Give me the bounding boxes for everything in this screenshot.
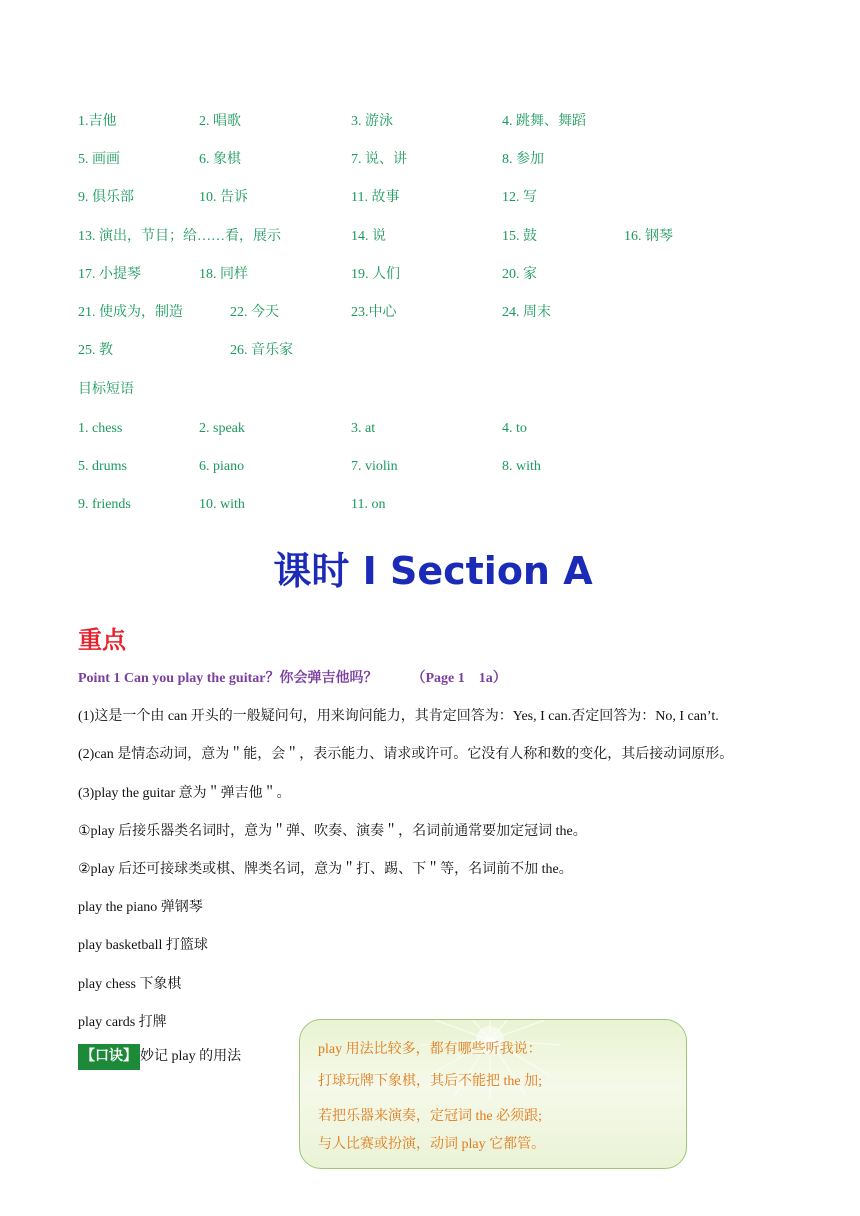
phrase-item: 1. chess	[78, 421, 123, 436]
phrase-item: 3. at	[351, 421, 376, 436]
example-line: play chess 下象棋	[78, 977, 182, 992]
body-paragraph: (3)play the guitar 意为＂弹吉他＂。	[78, 786, 291, 801]
point-title	[78, 668, 507, 690]
sunburst-decoration	[410, 1019, 570, 1120]
example-line: play basketball 打篮球	[78, 938, 208, 953]
phrase-row	[0, 456, 860, 478]
example-line: play the piano 弹钢琴	[78, 900, 203, 915]
rhyme-line: 与人比赛或扮演，动词 play 它都管。	[318, 1137, 546, 1152]
phrase-item: 6. piano	[199, 459, 245, 474]
vocab-row	[0, 226, 860, 248]
vocab-item: 12. 写	[502, 190, 537, 205]
vocab-item: 22. 今天	[230, 305, 279, 320]
vocab-row	[0, 111, 860, 133]
point-title-text: Point 1 Can you play the guitar？你会弹吉他吗？	[78, 671, 378, 686]
key-points-heading: 重点	[78, 626, 126, 654]
mnemonic-tag: 【口诀】	[78, 1044, 140, 1070]
vocab-item: 6. 象棋	[199, 152, 241, 167]
rhyme-box	[299, 1019, 687, 1169]
vocab-row	[0, 187, 860, 209]
vocab-row	[0, 340, 860, 362]
vocab-item: 26. 音乐家	[230, 343, 293, 358]
vocab-item: 2. 唱歌	[199, 114, 241, 129]
vocab-item: 8. 参加	[502, 152, 544, 167]
vocab-item: 16. 钢琴	[624, 229, 673, 244]
vocab-item: 11. 故事	[351, 190, 400, 205]
vocab-item: 13. 演出，节目；给……看，展示	[78, 229, 281, 244]
vocab-item: 20. 家	[502, 267, 537, 282]
body-paragraph: ①play 后接乐器类名词时，意为＂弹、吹奏、演奏＂，名词前通常要加定冠词 the。	[78, 824, 587, 839]
phrase-item: 7. violin	[351, 459, 398, 474]
vocab-item: 1.吉他	[78, 114, 117, 129]
vocab-row	[0, 264, 860, 286]
phrase-item: 8. with	[502, 459, 541, 474]
vocab-item: 21. 使成为，制造	[78, 305, 183, 320]
point-page-ref: （Page 1 1a）	[411, 671, 507, 686]
vocab-item: 7. 说、讲	[351, 152, 407, 167]
phrase-row	[0, 494, 860, 516]
phrase-item: 4. to	[502, 421, 527, 436]
rhyme-line: 若把乐器来演奏，定冠词 the 必须跟;	[318, 1109, 542, 1124]
vocab-item: 14. 说	[351, 229, 386, 244]
section-banner-text: 课时 I Section A	[273, 549, 593, 593]
rhyme-line: play 用法比较多，都有哪些听我说：	[318, 1042, 542, 1057]
phrase-item: 11. on	[351, 497, 386, 512]
rhyme-line: 打球玩牌下象棋，其后不能把 the 加;	[318, 1074, 542, 1089]
vocab-row	[0, 149, 860, 171]
vocab-item: 23.中心	[351, 305, 397, 320]
phrase-item: 2. speak	[199, 421, 245, 436]
body-paragraph: ②play 后还可接球类或棋、牌类名词，意为＂打、踢、下＂等，名词前不加 the。	[78, 862, 573, 877]
phrase-item: 5. drums	[78, 459, 127, 474]
vocab-item: 17. 小提琴	[78, 267, 141, 282]
mnemonic-line	[78, 1044, 241, 1070]
vocab-item: 9. 俱乐部	[78, 190, 134, 205]
body-paragraph: (2)can 是情态动词，意为＂能，会＂，表示能力、请求或许可。它没有人称和数的变化，其后接动词原形。	[78, 747, 734, 762]
vocab-item: 24. 周末	[502, 305, 551, 320]
phrases-heading: 目标短语	[78, 382, 134, 397]
phrase-item: 10. with	[199, 497, 245, 512]
phrase-item: 9. friends	[78, 497, 131, 512]
section-banner	[268, 544, 598, 596]
vocab-item: 4. 跳舞、舞蹈	[502, 114, 586, 129]
vocab-item: 3. 游泳	[351, 114, 393, 129]
body-paragraph: (1)这是一个由 can 开头的一般疑问句，用来询问能力，其肯定回答为：Yes, I can.否定回答为：No, I can’t.	[78, 709, 719, 724]
example-line: play cards 打牌	[78, 1015, 167, 1030]
vocab-item: 25. 教	[78, 343, 113, 358]
vocab-item: 15. 鼓	[502, 229, 537, 244]
section-banner-graphic	[268, 544, 598, 596]
vocab-item: 19. 人们	[351, 267, 400, 282]
vocab-item: 18. 同样	[199, 267, 248, 282]
vocab-item: 5. 画画	[78, 152, 120, 167]
vocab-row	[0, 302, 860, 324]
vocab-item: 10. 告诉	[199, 190, 248, 205]
mnemonic-text: 妙记 play 的用法	[140, 1049, 242, 1064]
phrase-row	[0, 418, 860, 440]
